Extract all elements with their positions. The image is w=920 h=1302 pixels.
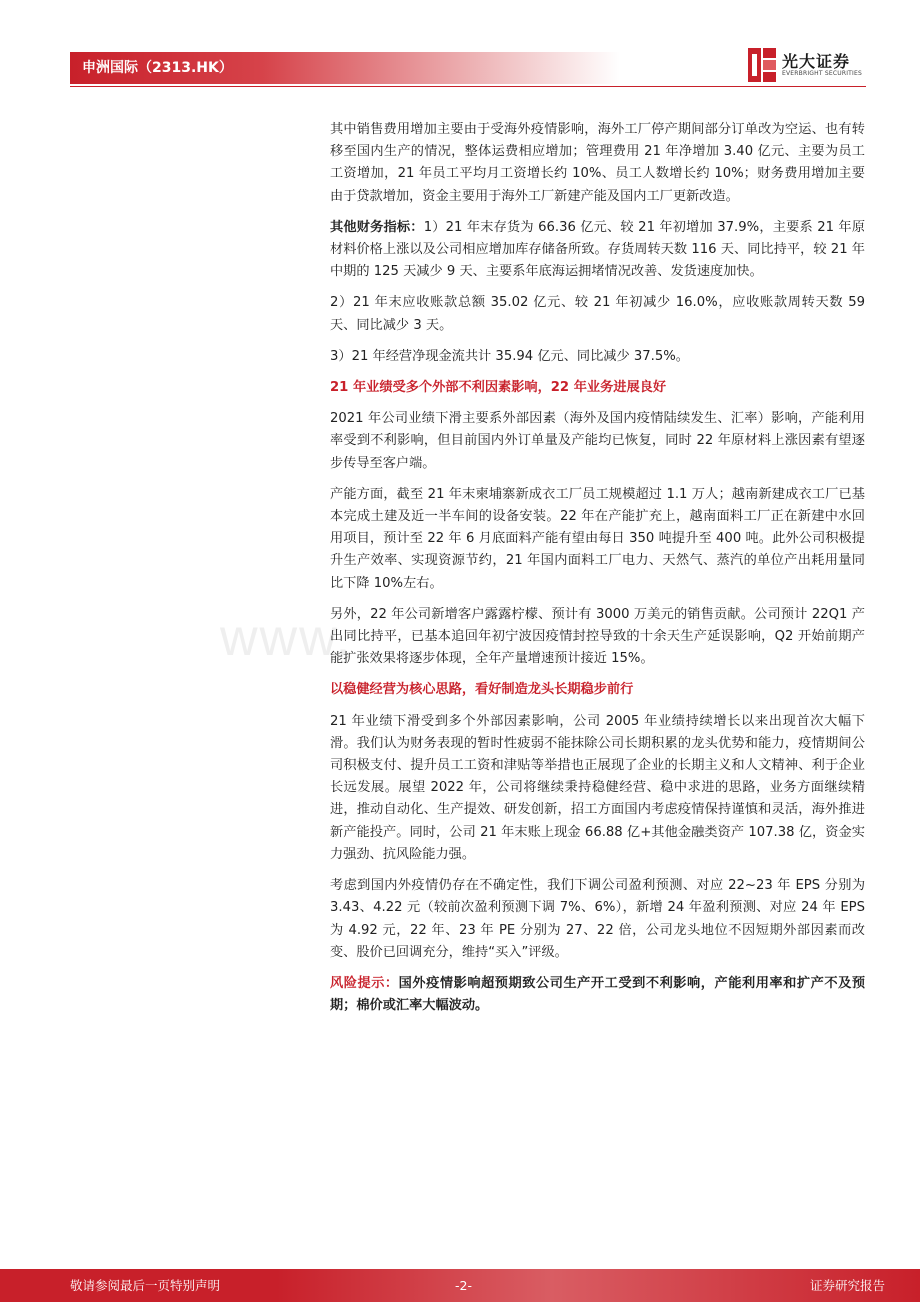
footer-disclaimer: 敬请参阅最后一页特别声明: [70, 1278, 221, 1293]
report-body: [330, 119, 865, 1026]
paragraph-forecast: 考虑到国内外疫情仍存在不确定性，我们下调公司盈利预测、对应 22~23 年 EPS 分别为 3.43、4.22 元（较前次盈利预测下调 7%、6%），新增 24 年盈利预测、对应 24 年 EPS 为 4.92 元，22 年、23 年 PE 分别为 27、22 倍，公司龙头地位不因短期外部因素而改变、股价已回调充分，维持“买入”评级。: [330, 878, 865, 960]
other-financials-label: 其他财务指标：: [330, 219, 424, 235]
brand-logo: [748, 48, 866, 82]
logo-english-name: EVERBRIGHT SECURITIES: [782, 70, 862, 77]
paragraph-2021-decline: 2021 年公司业绩下滑主要系外部因素（海外及国内疫情陆续发生、汇率）影响，产能利用率受到不利影响，但目前国内外订单量及产能均已恢复，同时 22 年原材料上涨因素有望逐步传导至客户端。: [330, 411, 865, 471]
paragraph-receivables: 2）21 年末应收账款总额 35.02 亿元、较 21 年初减少 16.0%，应收账款周转天数 59 天、同比减少 3 天。: [330, 295, 865, 333]
other-financials-text: 1）21 年末存货为 66.36 亿元、较 21 年初增加 37.9%，主要系 21 年原材料价格上涨以及公司相应增加库存储备所致。存货周转天数 116 天、同比持平，较 21 年中期的 125 天减少 9 天、主要系年底海运拥堵情况改善、发货速度加快。: [330, 219, 866, 280]
paragraph-cashflow: 3）21 年经营净现金流共计 35.94 亿元、同比减少 37.5%。: [330, 348, 689, 364]
logo-name: 光大证券: [782, 52, 851, 71]
risk-label: 风险提示：: [330, 975, 399, 991]
footer-report-type: 证券研究报告: [809, 1278, 885, 1293]
paragraph-outlook: 21 年业绩下滑受到多个外部因素影响，公司 2005 年业绩持续增长以来出现首次大幅下滑。我们认为财务表现的暂时性疲弱不能抹除公司长期积累的龙头优势和能力，疫情期间公司积极支付、提升员工工资和津贴等举措也正展现了企业的长期主义和人文精神、利于企业长远发展。展望 2022 年，公司将继续秉持稳健经营、稳中求进的思路，业务方面继续精进，推动自动化、生产提效、研发创新，招工方面国内考虑疫情保持谨慎和灵活，海外推进新产能投产。同时，公司 21 年末账上现金 66.88 亿+其他金融类资产 107.38 亿，资金实力强劲、抗风险能力强。: [330, 713, 865, 862]
paragraph-risk: [330, 973, 865, 1017]
section-heading-2021-performance: 21 年业绩受多个外部不利因素影响，22 年业务进展良好: [330, 380, 667, 396]
risk-text: 国外疫情影响超预期致公司生产开工受到不利影响，产能利用率和扩产不及预期；棉价或汇率大幅波动。: [330, 975, 866, 1014]
header-rule: [70, 86, 866, 87]
report-title: 申洲国际（2313.HK）: [82, 60, 233, 76]
watermark: www.: [220, 609, 353, 667]
paragraph-new-customer: 另外，22 年公司新增客户露露柠檬、预计有 3000 万美元的销售贡献。公司预计 22Q1 产出同比持平，已基本追回年初宁波因疫情封控导致的十余天生产延误影响，Q2 开始前期产能扩张效果将逐步体现，全年产量增速预计接近 15%。: [330, 606, 865, 667]
section-heading-steady-operations: 以稳健经营为核心思路，看好制造龙头长期稳步前行: [330, 682, 634, 698]
paragraph-expenses: 其中销售费用增加主要由于受海外疫情影响，海外工厂停产期间部分订单改为空运、也有转移至国内生产的情况，整体运费相应增加；管理费用 21 年净增加 3.40 亿元、主要为员工工资增加，21 年员工平均月工资增长约 10%、员工人数增长约 10%；财务费用增加主要由于贷款增加，资金主要用于海外工厂新建产能及国内工厂更新改造。: [330, 122, 865, 204]
paragraph-other-financials: [330, 217, 865, 284]
paragraph-capacity: 产能方面，截至 21 年末柬埔寨新成衣工厂员工规模超过 1.1 万人；越南新建成衣工厂已基本完成土建及近一半车间的设备安装。22 年在产能扩充上，越南面料工厂正在新建中水回用项目，预计至 22 年 6 月底面料产能有望由每日 350 吨提升至 400 吨。此外公司积极提升生产效率、实现资源节约，21 年国内面料工厂电力、天然气、蒸汽的单位产出耗用量同比下降 10%左右。: [330, 486, 865, 591]
page-number: -2-: [455, 1278, 472, 1293]
everbright-logo-icon: [748, 48, 778, 82]
